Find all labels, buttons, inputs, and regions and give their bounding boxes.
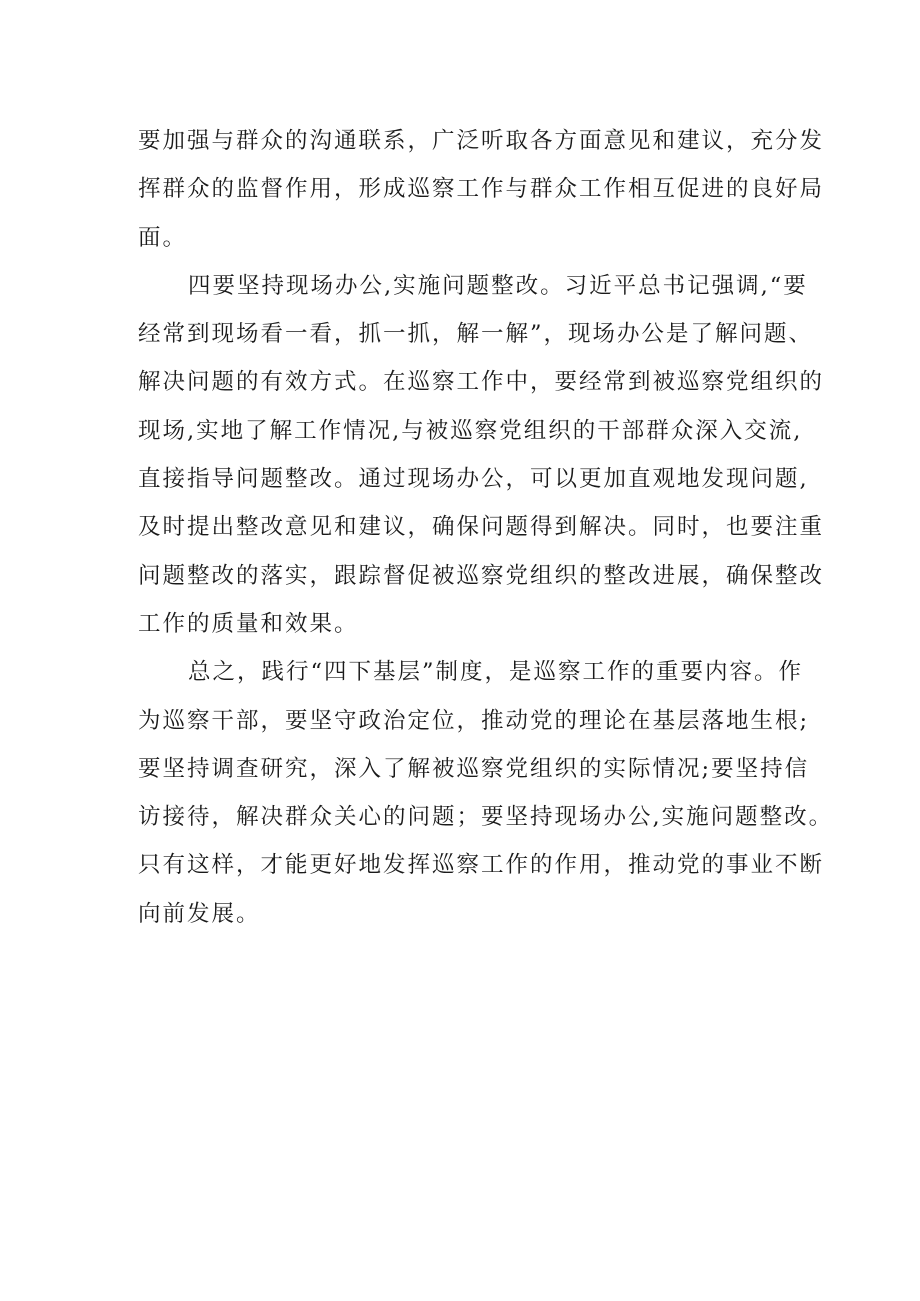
paragraph-2-line-3: 解决问题的有效方式。在巡察工作中，要经常到被巡察党组织的 (138, 369, 825, 396)
paragraph-1-line-2: 挥群众的监督作用，形成巡察工作与群众工作相互促进的良好局 (138, 176, 825, 203)
paragraph-3-line-4: 访接待，解决群众关心的问题；要坚持现场办公,实施问题整改。 (138, 804, 834, 831)
paragraph-1-line-1: 要加强与群众的沟通联系，广泛听取各方面意见和建议，充分发 (138, 128, 825, 154)
paragraph-3-line-2: 为巡察干部，要坚守政治定位，推动党的理论在基层落地生根; (138, 707, 810, 734)
document-body (138, 117, 834, 938)
paragraph-3-line-1: 总之，践行“四下基层”制度，是巡察工作的重要内容。作 (188, 659, 804, 686)
paragraph-2-line-6: 及时提出整改意见和建议，确保问题得到解决。同时，也要注重 (138, 514, 825, 541)
paragraph-2-line-5: 直接指导问题整改。通过现场办公，可以更加直观地发现问题, (138, 466, 809, 493)
paragraph-2-line-1: 四要坚持现场办公,实施问题整改。习近平总书记强调,“要 (188, 272, 808, 299)
paragraph-2-line-4: 现场,实地了解工作情况,与被巡察党组织的干部群众深入交流, (138, 417, 803, 444)
paragraph-1-line-3: 面。 (138, 224, 188, 251)
paragraph-2-line-7: 问题整改的落实，跟踪督促被巡察党组织的整改进展，确保整改 (138, 562, 825, 589)
paragraph-3-line-5: 只有这样，才能更好地发挥巡察工作的作用，推动党的事业不断 (138, 852, 825, 879)
paragraph-2-line-8: 工作的质量和效果。 (138, 610, 359, 637)
paragraph-2-line-2: 经常到现场看一看，抓一抓，解一解”，现场办公是了解问题、 (138, 321, 814, 348)
paragraph-3-line-3: 要坚持调查研究，深入了解被巡察党组织的实际情况;要坚持信 (138, 755, 810, 782)
paragraph-3-line-6: 向前发展。 (138, 900, 261, 927)
